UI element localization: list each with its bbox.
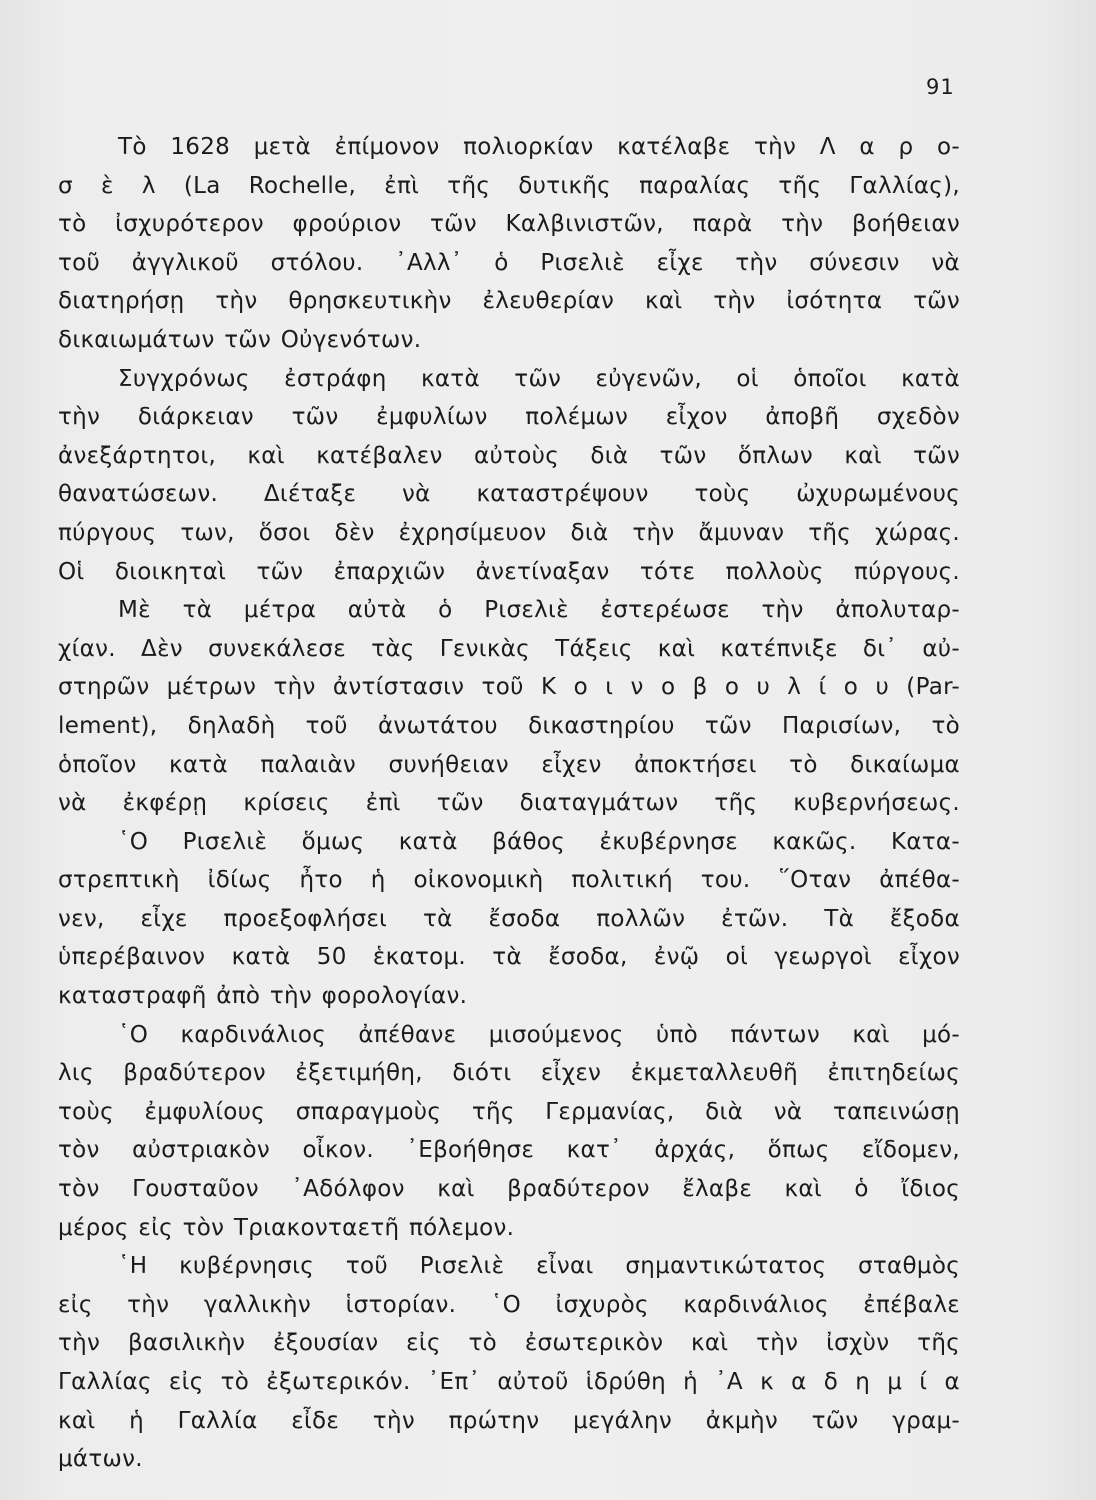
- text-line: θανατώσεων. Διέταξε νὰ καταστρέψουν τοὺς ὠχυρωμένους: [58, 481, 960, 508]
- text-line: χίαν. Δὲν συνεκάλεσε τὰς Γενικὰς Τάξεις καὶ κατέπνιξε δι᾿ αὐ-: [58, 635, 960, 662]
- text-line: ὑπερέβαινον κατὰ 50 ἑκατομ. τὰ ἔσοδα, ἐνῷ οἱ γεωργοὶ εἶχον: [58, 944, 960, 971]
- text-line: λις βραδύτερον ἐξετιμήθη, διότι εἶχεν ἐκμεταλλευθῆ ἐπιτηδείως: [58, 1060, 960, 1087]
- page-number: 91: [926, 75, 955, 99]
- text-line: Τὸ 1628 μετὰ ἐπίμονον πολιορκίαν κατέλαβε τὴν Λ α ρ ο-: [118, 134, 960, 160]
- text-line: Συγχρόνως ἐστράφη κατὰ τῶν εὐγενῶν, οἱ ὁποῖοι κατὰ: [118, 365, 960, 392]
- text-line: στηρῶν μέτρων τὴν ἀντίστασιν τοῦ Κ ο ι ν ο β ο υ λ ί ο υ (Par-: [58, 674, 960, 701]
- text-line: ἀνεξάρτητοι, καὶ κατέβαλεν αὐτοὺς διὰ τῶν ὅπλων καὶ τῶν: [58, 442, 960, 469]
- text-line: ῾Ο Ρισελιὲ ὅμως κατὰ βάθος ἐκυβέρνησε κακῶς. Κατα-: [118, 828, 960, 855]
- paragraph-1: [58, 128, 960, 360]
- text-line: τὴν βασιλικὴν ἐξουσίαν εἰς τὸ ἐσωτερικὸν καὶ τὴν ἰσχὺν τῆς: [58, 1330, 960, 1357]
- text-line: μέρος εἰς τὸν Τριακονταετῆ πόλεμον.: [58, 1214, 515, 1241]
- text-line: νὰ ἐκφέρῃ κρίσεις ἐπὶ τῶν διαταγμάτων τῆς κυβερνήσεως.: [58, 790, 960, 817]
- text-line: πύργους των, ὅσοι δὲν ἐχρησίμευον διὰ τὴν ἄμυναν τῆς χώρας.: [58, 519, 960, 546]
- text-line: σ ὲ λ (La Rochelle, ἐπὶ τῆς δυτικῆς παραλίας τῆς Γαλλίας),: [58, 172, 960, 199]
- text-line: διατηρήσῃ τὴν θρησκευτικὴν ἐλευθερίαν καὶ τὴν ἰσότητα τῶν: [58, 288, 960, 315]
- text-line: Οἱ διοικηταὶ τῶν ἐπαρχιῶν ἀνετίναξαν τότε πολλοὺς πύργους.: [58, 558, 960, 585]
- text-line: ῾Ο καρδινάλιος ἀπέθανε μισούμενος ὑπὸ πάντων καὶ μό-: [118, 1021, 960, 1048]
- text-line: καὶ ἡ Γαλλία εἶδε τὴν πρώτην μεγάλην ἀκμὴν τῶν γραμ-: [58, 1407, 960, 1434]
- text-line: τὴν διάρκειαν τῶν ἐμφυλίων πολέμων εἶχον ἀποβῆ σχεδὸν: [58, 404, 960, 431]
- text-line: ῾Η κυβέρνησις τοῦ Ρισελιὲ εἶναι σημαντικώτατος σταθμὸς: [118, 1253, 960, 1280]
- text-line: τὸν Γουσταῦον ᾿Αδόλφον καὶ βραδύτερον ἔλαβε καὶ ὁ ἴδιος: [58, 1176, 960, 1203]
- text-line: lement), δηλαδὴ τοῦ ἀνωτάτου δικαστηρίου τῶν Παρισίων, τὸ: [58, 712, 960, 739]
- text-line: καταστραφῆ ἀπὸ τὴν φορολογίαν.: [58, 983, 468, 1010]
- text-line: δικαιωμάτων τῶν Οὐγενότων.: [58, 326, 422, 353]
- text-line: τὸ ἰσχυρότερον φρούριον τῶν Καλβινιστῶν, παρὰ τὴν βοήθειαν: [58, 211, 960, 238]
- paragraph-3: [58, 591, 960, 823]
- body-text: [58, 128, 960, 1479]
- text-line: νεν, εἶχε προεξοφλήσει τὰ ἔσοδα πολλῶν ἐτῶν. Τὰ ἔξοδα: [58, 905, 960, 932]
- text-line: τοὺς ἐμφυλίους σπαραγμοὺς τῆς Γερμανίας, διὰ νὰ ταπεινώσῃ: [58, 1098, 960, 1125]
- text-line: στρεπτικὴ ἰδίως ἦτο ἡ οἰκονομικὴ πολιτική του. ῞Οταν ἀπέθα-: [58, 867, 960, 894]
- text-line: Γαλλίας εἰς τὸ ἐξωτερικόν. ᾿Επ᾿ αὐτοῦ ἱδρύθη ἡ ᾿Α κ α δ η μ ί α: [58, 1369, 960, 1395]
- text-line: ὁποῖον κατὰ παλαιὰν συνήθειαν εἶχεν ἀποκτήσει τὸ δικαίωμα: [58, 751, 960, 778]
- text-line: τοῦ ἀγγλικοῦ στόλου. ᾿Αλλ᾿ ὁ Ρισελιὲ εἶχε τὴν σύνεσιν νὰ: [58, 249, 960, 276]
- paragraph-4: [58, 823, 960, 1016]
- text-line: Μὲ τὰ μέτρα αὐτὰ ὁ Ρισελιὲ ἐστερέωσε τὴν ἀπολυταρ-: [118, 597, 960, 624]
- text-line: εἰς τὴν γαλλικὴν ἱστορίαν. ῾Ο ἰσχυρὸς καρδινάλιος ἐπέβαλε: [58, 1291, 960, 1318]
- text-line: τὸν αὐστριακὸν οἶκον. ᾿Εβοήθησε κατ᾿ ἀρχάς, ὅπως εἴδομεν,: [58, 1137, 960, 1164]
- paragraph-6: [58, 1247, 960, 1479]
- text-line: μάτων.: [58, 1446, 143, 1473]
- paragraph-5: [58, 1016, 960, 1248]
- paragraph-2: [58, 360, 960, 592]
